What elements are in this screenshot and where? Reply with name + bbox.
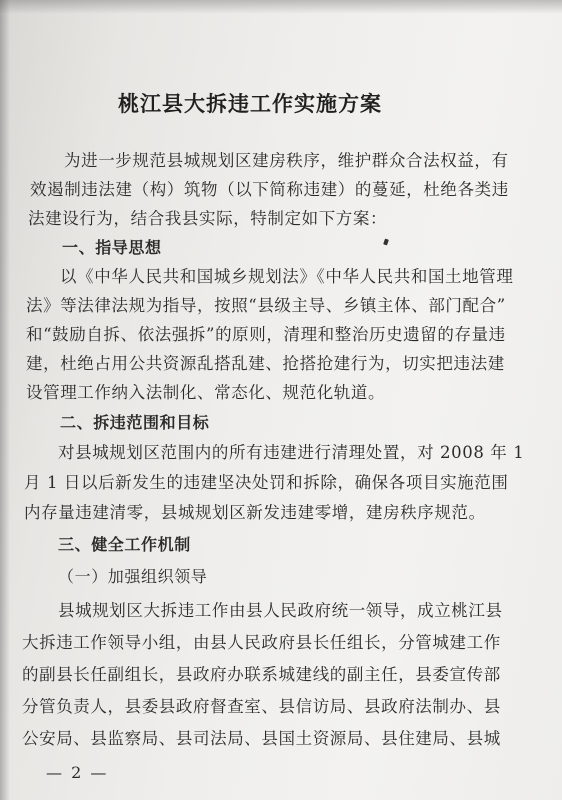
section-heading: 三、健全工作机制 xyxy=(58,535,191,554)
paragraph-line: 法》等法律法规为指导，按照“县级主导、乡镇主体、部门配合” xyxy=(26,296,506,315)
page-left-shadow xyxy=(0,0,10,800)
paragraph-line: 为进一步规范县城规划区建房秩序，维护群众合法权益，有 xyxy=(64,151,509,170)
paragraph-line: 设管理工作纳入法制化、常态化、规范化轨道。 xyxy=(26,383,386,402)
paragraph-line: 效遏制违法建（构）筑物（以下简称违建）的蔓延，杜绝各类违 xyxy=(30,180,509,199)
subsection-heading: （一）加强组织领导 xyxy=(58,567,208,586)
paragraph-line: 的副县长任副组长，县政府办联系城建线的副主任，县委宣传部 xyxy=(22,665,501,684)
paragraph-line: 大拆违工作领导小组，由县人民政府县长任组长，分管城建工作 xyxy=(22,633,501,652)
paragraph-line: 和“鼓励自拆、依法强拆”的原则，清理和整治历史遗留的存量违 xyxy=(26,325,506,344)
paragraph-line: 公安局、县监察局、县司法局、县国土资源局、县住建局、县城 xyxy=(22,729,501,748)
paragraph-line: 以《中华人民共和国城乡规划法》《中华人民共和国土地管理 xyxy=(60,267,514,286)
paragraph-line: 月 1 日以后新发生的违建坚决处罚和拆除，确保各项目实施范围 xyxy=(24,473,509,492)
ink-speck xyxy=(383,238,389,245)
paragraph-line: 内存量违建清零，县城规划区新发违建零增，建房秩序规范。 xyxy=(24,503,486,522)
paragraph-line: 法建设行为，结合我县实际，特制定如下方案： xyxy=(28,209,388,228)
document-title: 桃江县大拆违工作实施方案 xyxy=(118,91,382,116)
section-heading: 二、拆违范围和目标 xyxy=(60,413,210,432)
paragraph-line: 分管负责人，县委县政府督查室、县信访局、县政府法制办、县 xyxy=(22,697,501,716)
section-heading: 一、指导思想 xyxy=(62,238,162,257)
paragraph-line: 建，杜绝占用公共资源乱搭乱建、抢搭抢建行为，切实把违法建 xyxy=(26,354,505,373)
paragraph-line: 县城规划区大拆违工作由县人民政府统一领导，成立桃江县 xyxy=(58,601,503,620)
page-top-shadow xyxy=(0,0,562,14)
paragraph-line: 对县城规划区范围内的所有违建进行清理处置，对 2008 年 1 xyxy=(58,443,525,462)
page-number: — 2 — xyxy=(46,763,109,782)
